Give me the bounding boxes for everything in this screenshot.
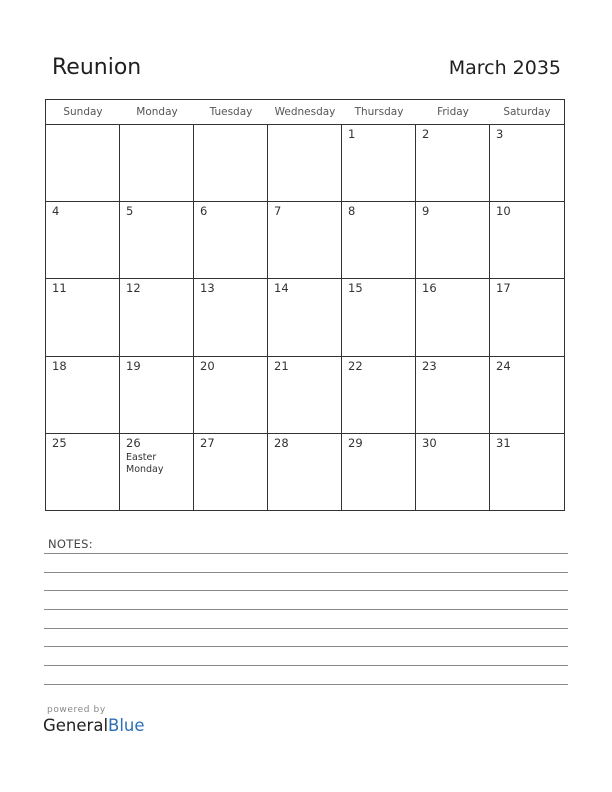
notes-line xyxy=(44,590,568,591)
day-number: 13 xyxy=(200,281,215,296)
day-cell xyxy=(194,279,268,356)
holiday-label: Easter Monday xyxy=(126,451,164,475)
day-cell xyxy=(342,357,416,434)
day-number: 6 xyxy=(200,204,208,219)
day-number: 22 xyxy=(348,358,363,373)
empty-day-cell xyxy=(46,125,120,202)
day-number: 2 xyxy=(422,127,430,141)
day-cell xyxy=(490,202,564,279)
day-number: 27 xyxy=(200,435,215,450)
day-cell xyxy=(268,434,342,511)
brand-logo xyxy=(43,716,145,735)
day-cell xyxy=(120,279,194,356)
notes-line xyxy=(44,646,568,647)
calendar-body xyxy=(46,125,564,511)
day-cell xyxy=(490,434,564,511)
day-number: 15 xyxy=(348,281,363,296)
day-cell xyxy=(416,279,490,356)
day-number: 1 xyxy=(348,127,356,141)
day-number: 12 xyxy=(126,281,141,296)
weekday-thursday: Thursday xyxy=(354,106,404,118)
empty-day-cell xyxy=(194,125,268,202)
day-number: 24 xyxy=(496,358,511,373)
day-cell xyxy=(268,357,342,434)
notes-line xyxy=(44,684,568,685)
day-number: 9 xyxy=(422,204,430,219)
day-cell xyxy=(120,357,194,434)
weekday-sunday: Sunday xyxy=(63,106,103,118)
day-cell xyxy=(342,125,416,202)
brand-blue: Blue xyxy=(108,716,145,735)
day-number: 20 xyxy=(200,358,215,373)
notes-line xyxy=(44,553,568,554)
day-number: 3 xyxy=(496,127,504,141)
notes-label: NOTES: xyxy=(48,537,93,551)
day-cell xyxy=(194,434,268,511)
day-number: 19 xyxy=(126,358,141,373)
calendar-grid xyxy=(45,99,565,511)
day-cell xyxy=(268,279,342,356)
day-number: 17 xyxy=(496,281,511,296)
page-title: Reunion xyxy=(52,55,142,80)
day-number: 30 xyxy=(422,435,437,450)
empty-day-cell xyxy=(120,125,194,202)
day-number: 23 xyxy=(422,358,437,373)
weekday-monday: Monday xyxy=(136,106,178,118)
day-cell xyxy=(268,202,342,279)
notes-line xyxy=(44,665,568,666)
day-number: 21 xyxy=(274,358,289,373)
day-cell xyxy=(416,202,490,279)
day-number: 14 xyxy=(274,281,289,296)
day-cell xyxy=(342,434,416,511)
notes-line xyxy=(44,628,568,629)
day-number: 31 xyxy=(496,435,511,450)
day-number: 29 xyxy=(348,435,363,450)
day-cell xyxy=(120,202,194,279)
day-number: 26 xyxy=(126,435,141,450)
empty-day-cell xyxy=(268,125,342,202)
day-cell xyxy=(46,279,120,356)
day-cell xyxy=(342,279,416,356)
day-cell xyxy=(194,202,268,279)
weekday-header xyxy=(46,100,564,125)
day-cell xyxy=(46,434,120,511)
weekday-saturday: Saturday xyxy=(503,106,551,118)
day-number: 18 xyxy=(52,358,67,373)
day-cell xyxy=(490,125,564,202)
day-number: 4 xyxy=(52,204,60,219)
day-number: 16 xyxy=(422,281,437,296)
day-cell xyxy=(342,202,416,279)
notes-line xyxy=(44,572,568,573)
day-cell xyxy=(194,357,268,434)
weekday-friday: Friday xyxy=(437,106,469,118)
day-cell xyxy=(46,202,120,279)
day-cell xyxy=(120,434,194,511)
day-cell xyxy=(416,125,490,202)
powered-by-text: powered by xyxy=(47,705,106,715)
month-label: March 2035 xyxy=(448,57,561,79)
day-number: 10 xyxy=(496,204,511,219)
day-number: 28 xyxy=(274,435,289,450)
day-cell xyxy=(490,357,564,434)
day-cell xyxy=(46,357,120,434)
day-cell xyxy=(416,434,490,511)
day-number: 5 xyxy=(126,204,134,219)
day-number: 8 xyxy=(348,204,356,219)
day-number: 25 xyxy=(52,435,67,450)
day-number: 11 xyxy=(52,281,67,296)
day-cell xyxy=(490,279,564,356)
day-cell xyxy=(416,357,490,434)
day-number: 7 xyxy=(274,204,282,219)
weekday-wednesday: Wednesday xyxy=(274,106,336,118)
weekday-tuesday: Tuesday xyxy=(209,106,253,118)
brand-general: General xyxy=(43,716,109,735)
notes-line xyxy=(44,609,568,610)
